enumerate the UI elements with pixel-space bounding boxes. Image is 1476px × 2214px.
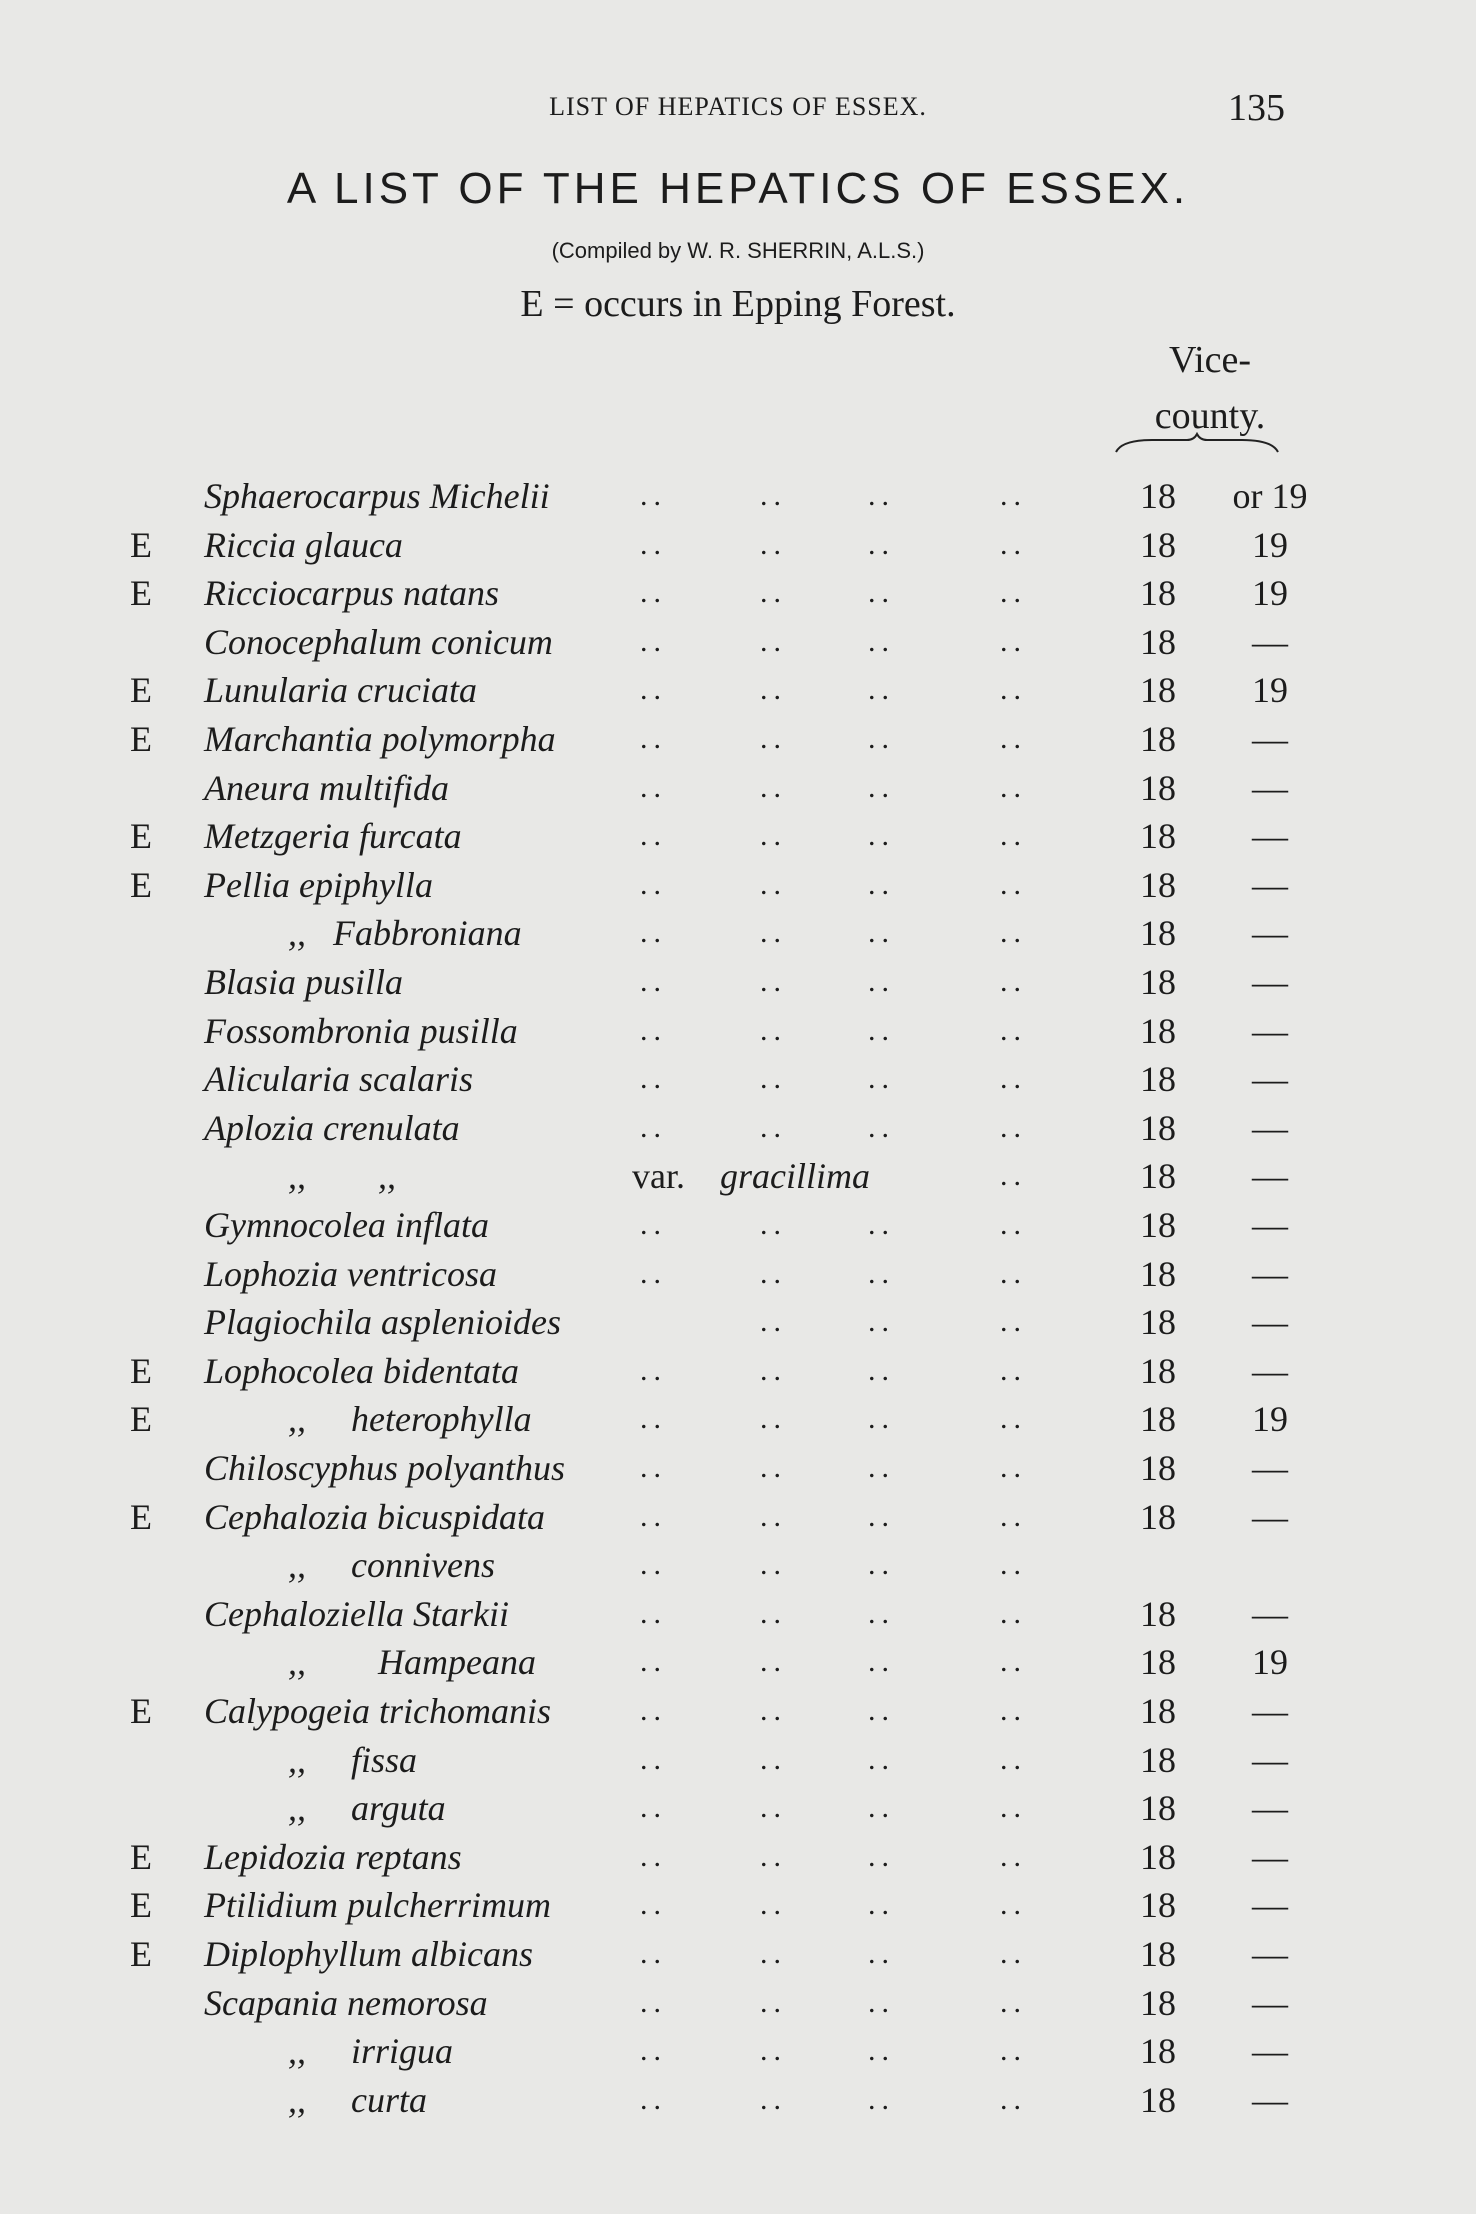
species-name: Fossombronia pusilla: [204, 1010, 518, 1051]
vice-county-18: 18: [1140, 913, 1176, 954]
species-row: [0, 1298, 1476, 1346]
leader-dots: ..: [640, 1062, 667, 1096]
vice-county-19: —: [1252, 1010, 1288, 1051]
species-name: ,, arguta: [288, 1788, 446, 1829]
vice-county-18: 18: [1140, 1496, 1176, 1537]
leader-dots: ..: [640, 722, 667, 755]
leader-dots: ..: [640, 1596, 667, 1630]
leader-dots: ..: [760, 1937, 787, 1970]
leader-dots: ..: [760, 673, 787, 707]
species-name: Sphaerocarpus Michelii: [204, 476, 550, 516]
vice-county-18: 18: [1140, 1399, 1176, 1440]
leader-dots: ..: [760, 1402, 787, 1436]
leader-dots: ..: [640, 916, 667, 950]
vice-county-19: 19: [1252, 524, 1288, 565]
vice-county-heading-line2: county.: [1154, 395, 1266, 437]
species-name: Lepidozia reptans: [204, 1836, 462, 1877]
leader-dots: ..: [1000, 1985, 1027, 2019]
leader-dots: ..: [640, 479, 667, 512]
epping-mark: E: [130, 816, 152, 857]
leader-dots: ..: [760, 1742, 787, 1776]
vice-county-18: 18: [1140, 1642, 1176, 1683]
vice-county-18: 18: [1140, 864, 1176, 905]
species-row: [0, 1736, 1476, 1784]
vice-county-19: —: [1252, 1593, 1288, 1634]
vice-county-19: —: [1252, 962, 1288, 1002]
leader-dots: ..: [640, 1451, 667, 1484]
vice-county-19: —: [1252, 719, 1288, 759]
leader-dots: ..: [868, 479, 895, 512]
species-name: Cephalozia bicuspidata: [204, 1496, 545, 1537]
leader-dots: ..: [640, 1839, 667, 1873]
vice-county-18: 18: [1140, 962, 1176, 1002]
epping-mark: E: [130, 670, 152, 711]
leader-dots: ..: [760, 1256, 787, 1290]
species-row: [0, 861, 1476, 909]
vice-county-18: 18: [1140, 1010, 1176, 1051]
leader-dots: ..: [1000, 1402, 1027, 1436]
epping-mark: E: [130, 1496, 152, 1537]
leader-dots: ..: [1000, 1499, 1027, 1533]
species-row: [0, 1930, 1476, 1978]
leader-dots: ..: [868, 2082, 895, 2116]
leader-dots: ..: [640, 1256, 667, 1290]
vice-county-19: or 19: [1232, 476, 1308, 516]
leader-dots: ..: [868, 527, 895, 561]
leader-dots: ..: [1000, 479, 1027, 512]
leader-dots: ..: [640, 2034, 667, 2068]
leader-dots: ..: [868, 1742, 895, 1776]
vice-county-19: —: [1252, 1059, 1288, 1100]
leader-dots: ..: [1000, 1451, 1027, 1484]
leader-dots: ..: [760, 1596, 787, 1630]
vice-county-19: —: [1252, 864, 1288, 905]
leader-dots: ..: [760, 576, 787, 610]
species-name: Cephaloziella Starkii: [204, 1593, 509, 1634]
species-row: [0, 666, 1476, 714]
page-title: A LIST OF THE HEPATICS OF ESSEX.: [286, 164, 1190, 213]
species-row: [0, 958, 1476, 1006]
leader-dots: ..: [760, 624, 787, 658]
species-name: Plagiochila asplenioides: [204, 1302, 561, 1343]
legend-line: E = occurs in Epping Forest.: [520, 283, 956, 325]
vice-county-18: 18: [1140, 1107, 1176, 1148]
vice-county-19: 19: [1252, 1399, 1288, 1440]
species-row: [0, 2027, 1476, 2075]
leader-dots: ..: [868, 1256, 895, 1290]
vice-county-18: 18: [1140, 1836, 1176, 1877]
leader-dots: ..: [1000, 1208, 1027, 1241]
leader-dots: ..: [1000, 1596, 1027, 1630]
vice-county-19: —: [1252, 767, 1288, 808]
vice-county-18: 18: [1140, 670, 1176, 711]
species-name: Lophozia ventricosa: [204, 1253, 497, 1294]
leader-dots: ..: [1000, 527, 1027, 561]
species-row: [0, 1979, 1476, 2027]
leader-dots: ..: [640, 576, 667, 610]
leader-dots: ..: [868, 770, 895, 804]
leader-dots: ..: [640, 1694, 667, 1727]
vice-county-19: —: [1252, 1788, 1288, 1829]
species-name: ,, Fabbroniana: [288, 913, 522, 954]
vice-county-19: —: [1252, 1253, 1288, 1294]
leader-dots: ..: [1000, 2082, 1027, 2116]
species-row: [0, 715, 1476, 763]
vice-county-18: 18: [1140, 1885, 1176, 1926]
vice-county-18: 18: [1140, 2031, 1176, 2072]
leader-dots: ..: [868, 1451, 895, 1484]
leader-dots: ..: [760, 1888, 787, 1922]
leader-dots: ..: [1000, 1110, 1027, 1144]
leader-dots: ..: [1000, 1888, 1027, 1922]
leader-dots: ..: [760, 1645, 787, 1679]
vice-county-19: —: [1252, 1350, 1288, 1391]
leader-dots: ..: [868, 1596, 895, 1630]
leader-dots: ..: [868, 576, 895, 610]
vice-county-18: 18: [1140, 816, 1176, 857]
leader-dots: ..: [868, 2034, 895, 2068]
variety-name: gracillima: [720, 1156, 870, 1197]
leader-dots: ..: [868, 1694, 895, 1727]
species-name: ,, fissa: [288, 1739, 418, 1780]
leader-dots: ..: [760, 1548, 787, 1582]
species-row: [0, 1493, 1476, 1541]
leader-dots: ..: [760, 722, 787, 755]
leader-dots: ..: [640, 819, 667, 853]
species-row: [0, 1347, 1476, 1395]
leader-dots: ..: [1000, 770, 1027, 804]
leader-dots: ..: [640, 1985, 667, 2019]
species-name: Metzgeria furcata: [204, 816, 462, 857]
epping-mark: E: [130, 1691, 152, 1731]
leader-dots: ..: [868, 1937, 895, 1970]
species-row: [0, 1104, 1476, 1152]
vice-county-19: 19: [1252, 670, 1288, 711]
vice-county-19: —: [1252, 1982, 1288, 2023]
leader-dots: ..: [760, 770, 787, 804]
epping-mark: E: [130, 1350, 152, 1391]
species-name: Diplophyllum albicans: [204, 1934, 533, 1974]
vice-county-18: 18: [1140, 1350, 1176, 1391]
epping-mark: E: [130, 864, 152, 905]
species-name: ,, ,,: [288, 1156, 396, 1197]
leader-dots: ..: [760, 965, 787, 998]
epping-mark: E: [130, 719, 152, 759]
leader-dots: ..: [1000, 965, 1027, 998]
leader-dots: ..: [760, 1110, 787, 1144]
leader-dots: ..: [640, 1353, 667, 1387]
leader-dots: ..: [760, 819, 787, 853]
leader-dots: ..: [760, 1062, 787, 1096]
species-row: [0, 1250, 1476, 1298]
leader-dots: ..: [1000, 1062, 1027, 1096]
vice-county-18: 18: [1140, 1593, 1176, 1634]
vice-county-19: —: [1252, 2031, 1288, 2072]
species-name: Ricciocarpus natans: [204, 573, 499, 614]
vice-county-19: —: [1252, 621, 1288, 662]
vice-county-19: —: [1252, 1496, 1288, 1537]
species-row: [0, 1687, 1476, 1735]
leader-dots: ..: [640, 673, 667, 707]
leader-dots: ..: [868, 722, 895, 755]
species-row: [0, 909, 1476, 957]
leader-dots: ..: [1000, 1742, 1027, 1776]
leader-dots: ..: [760, 1839, 787, 1873]
leader-dots: ..: [868, 1499, 895, 1533]
species-row: [0, 1541, 1476, 1589]
vice-county-19: —: [1252, 1302, 1288, 1343]
leader-dots: ..: [760, 1694, 787, 1727]
vice-county-18: 18: [1140, 719, 1176, 759]
vice-county-18: 18: [1140, 1059, 1176, 1100]
species-row: [0, 1833, 1476, 1881]
leader-dots: ..: [1000, 1791, 1027, 1825]
vice-county-19: 19: [1252, 1642, 1288, 1683]
page-number: 135: [1228, 87, 1285, 129]
leader-dots: ..: [1000, 819, 1027, 853]
leader-dots: ..: [868, 1305, 895, 1339]
vice-county-18: 18: [1140, 1448, 1176, 1488]
species-row: [0, 1444, 1476, 1492]
leader-dots: ..: [868, 1839, 895, 1873]
species-name: ,, Hampeana: [288, 1642, 536, 1683]
species-name: ,, curta: [288, 2079, 427, 2120]
vice-county-18: 18: [1140, 1788, 1176, 1829]
species-name: ,, connivens: [288, 1545, 495, 1586]
leader-dots: ..: [868, 1013, 895, 1047]
vice-county-19: —: [1252, 1107, 1288, 1148]
species-row: [0, 1152, 1476, 1200]
leader-dots: ..: [868, 1985, 895, 2019]
species-row: [0, 812, 1476, 860]
leader-dots: ..: [1000, 1937, 1027, 1970]
leader-dots: ..: [1000, 1256, 1027, 1290]
leader-dots: ..: [760, 867, 787, 901]
vice-county-18: 18: [1140, 621, 1176, 662]
leader-dots: ..: [640, 1548, 667, 1582]
leader-dots: ..: [1000, 1548, 1027, 1582]
leader-dots: ..: [640, 527, 667, 561]
compiled-by: (Compiled by W. R. SHERRIN, A.L.S.): [551, 238, 925, 263]
leader-dots: ..: [640, 1013, 667, 1047]
vice-county-18: 18: [1140, 1253, 1176, 1294]
species-row: [0, 764, 1476, 812]
species-name: Aneura multifida: [204, 767, 449, 808]
vice-county-19: —: [1252, 816, 1288, 857]
leader-dots: ..: [760, 2034, 787, 2068]
vice-county-18: 18: [1140, 1691, 1176, 1731]
vice-county-19: —: [1252, 1934, 1288, 1974]
leader-dots: ..: [1000, 867, 1027, 901]
species-name: Pellia epiphylla: [204, 864, 433, 905]
epping-mark: E: [130, 1934, 152, 1974]
species-row: [0, 1007, 1476, 1055]
species-row: [0, 521, 1476, 569]
leader-dots: ..: [868, 624, 895, 658]
vice-county-19: —: [1252, 913, 1288, 954]
vice-county-18: 18: [1140, 1739, 1176, 1780]
species-name: Alicularia scalaris: [204, 1059, 473, 1100]
leader-dots: ..: [1000, 1645, 1027, 1679]
epping-mark: E: [130, 1399, 152, 1440]
species-name: Chiloscyphus polyanthus: [204, 1448, 565, 1488]
species-row: [0, 1201, 1476, 1249]
species-name: ,, irrigua: [288, 2031, 454, 2072]
leader-dots: ..: [1000, 576, 1027, 610]
leader-dots: ..: [640, 1208, 667, 1241]
vice-county-18: 18: [1140, 1156, 1176, 1197]
leader-dots: ..: [1000, 673, 1027, 707]
vice-county-19: —: [1252, 1205, 1288, 1245]
species-row: [0, 2076, 1476, 2124]
leader-dots: ..: [1000, 1159, 1027, 1193]
species-row: [0, 1590, 1476, 1638]
leader-dots: ..: [640, 2082, 667, 2116]
leader-dots: ..: [868, 819, 895, 853]
species-name: Aplozia crenulata: [204, 1107, 460, 1148]
vice-county-18: 18: [1140, 1205, 1176, 1245]
species-row: [0, 569, 1476, 617]
vice-county-18: 18: [1140, 1302, 1176, 1343]
species-name: Blasia pusilla: [204, 962, 404, 1002]
leader-dots: ..: [868, 867, 895, 901]
species-row: [0, 1784, 1476, 1832]
leader-dots: ..: [640, 867, 667, 901]
leader-dots: ..: [1000, 1694, 1027, 1727]
leader-dots: ..: [868, 1645, 895, 1679]
vice-county-18: 18: [1140, 524, 1176, 565]
leader-dots: ..: [868, 1888, 895, 1922]
leader-dots: ..: [760, 1499, 787, 1533]
leader-dots: ..: [868, 673, 895, 707]
vice-county-19: —: [1252, 1691, 1288, 1731]
vice-county-19: 19: [1252, 573, 1288, 614]
vice-county-19: —: [1252, 2079, 1288, 2120]
vice-county-18: 18: [1140, 767, 1176, 808]
vice-county-19: —: [1252, 1448, 1288, 1488]
leader-dots: ..: [640, 624, 667, 658]
variety-label: var.: [632, 1156, 685, 1197]
leader-dots: ..: [760, 1451, 787, 1484]
epping-mark: E: [130, 524, 152, 565]
species-name: Lunularia cruciata: [204, 670, 478, 711]
species-name: Ptilidium pulcherrimum: [204, 1885, 551, 1926]
leader-dots: ..: [640, 965, 667, 998]
leader-dots: ..: [868, 965, 895, 998]
vice-county-18: 18: [1140, 2079, 1176, 2120]
leader-dots: ..: [868, 1062, 895, 1096]
leader-dots: ..: [760, 1985, 787, 2019]
species-row: [0, 472, 1476, 520]
vice-county-18: 18: [1140, 476, 1176, 516]
species-name: ,, heterophylla: [288, 1399, 532, 1440]
leader-dots: ..: [760, 1305, 787, 1339]
species-name: Conocephalum conicum: [204, 621, 553, 662]
leader-dots: ..: [640, 1742, 667, 1776]
species-name: Scapania nemorosa: [204, 1982, 488, 2023]
leader-dots: ..: [868, 1208, 895, 1241]
vice-county-18: 18: [1140, 1982, 1176, 2023]
leader-dots: ..: [1000, 624, 1027, 658]
epping-mark: E: [130, 1885, 152, 1926]
leader-dots: ..: [640, 770, 667, 804]
column-brace: [1112, 432, 1282, 456]
leader-dots: ..: [760, 916, 787, 950]
leader-dots: ..: [1000, 1013, 1027, 1047]
species-row: [0, 1055, 1476, 1103]
running-head: LIST OF HEPATICS OF ESSEX.: [549, 92, 927, 121]
leader-dots: ..: [760, 1013, 787, 1047]
species-row: [0, 1395, 1476, 1443]
vice-county-heading-line1: Vice-: [1168, 339, 1252, 381]
leader-dots: ..: [1000, 1353, 1027, 1387]
leader-dots: ..: [760, 2082, 787, 2116]
leader-dots: ..: [640, 1499, 667, 1533]
leader-dots: ..: [760, 1208, 787, 1241]
epping-mark: E: [130, 1836, 152, 1877]
species-name: Gymnocolea inflata: [204, 1205, 489, 1245]
leader-dots: ..: [868, 1110, 895, 1144]
leader-dots: ..: [760, 1791, 787, 1825]
leader-dots: ..: [760, 527, 787, 561]
species-row: [0, 1881, 1476, 1929]
species-name: Calypogeia trichomanis: [204, 1691, 551, 1731]
leader-dots: ..: [760, 479, 787, 512]
species-name: Riccia glauca: [204, 524, 403, 565]
leader-dots: ..: [1000, 2034, 1027, 2068]
leader-dots: ..: [640, 1791, 667, 1825]
leader-dots: ..: [1000, 1839, 1027, 1873]
vice-county-19: —: [1252, 1739, 1288, 1780]
vice-county-18: 18: [1140, 1934, 1176, 1974]
vice-county-18: 18: [1140, 573, 1176, 614]
leader-dots: ..: [1000, 916, 1027, 950]
vice-county-19: —: [1252, 1156, 1288, 1197]
vice-county-19: —: [1252, 1836, 1288, 1877]
species-row: [0, 618, 1476, 666]
leader-dots: ..: [640, 1402, 667, 1436]
species-name: Marchantia polymorpha: [204, 719, 556, 759]
leader-dots: ..: [760, 1353, 787, 1387]
leader-dots: ..: [1000, 1305, 1027, 1339]
leader-dots: ..: [1000, 722, 1027, 755]
leader-dots: ..: [640, 1645, 667, 1679]
leader-dots: ..: [640, 1888, 667, 1922]
epping-mark: E: [130, 573, 152, 614]
leader-dots: ..: [868, 1402, 895, 1436]
leader-dots: ..: [640, 1110, 667, 1144]
leader-dots: ..: [868, 1548, 895, 1582]
vice-county-19: —: [1252, 1885, 1288, 1926]
species-name: Lophocolea bidentata: [204, 1350, 519, 1391]
leader-dots: ..: [640, 1937, 667, 1970]
leader-dots: ..: [868, 1791, 895, 1825]
leader-dots: ..: [868, 1353, 895, 1387]
vice-county-heading: [1130, 332, 1290, 444]
species-row: [0, 1638, 1476, 1686]
leader-dots: ..: [868, 916, 895, 950]
